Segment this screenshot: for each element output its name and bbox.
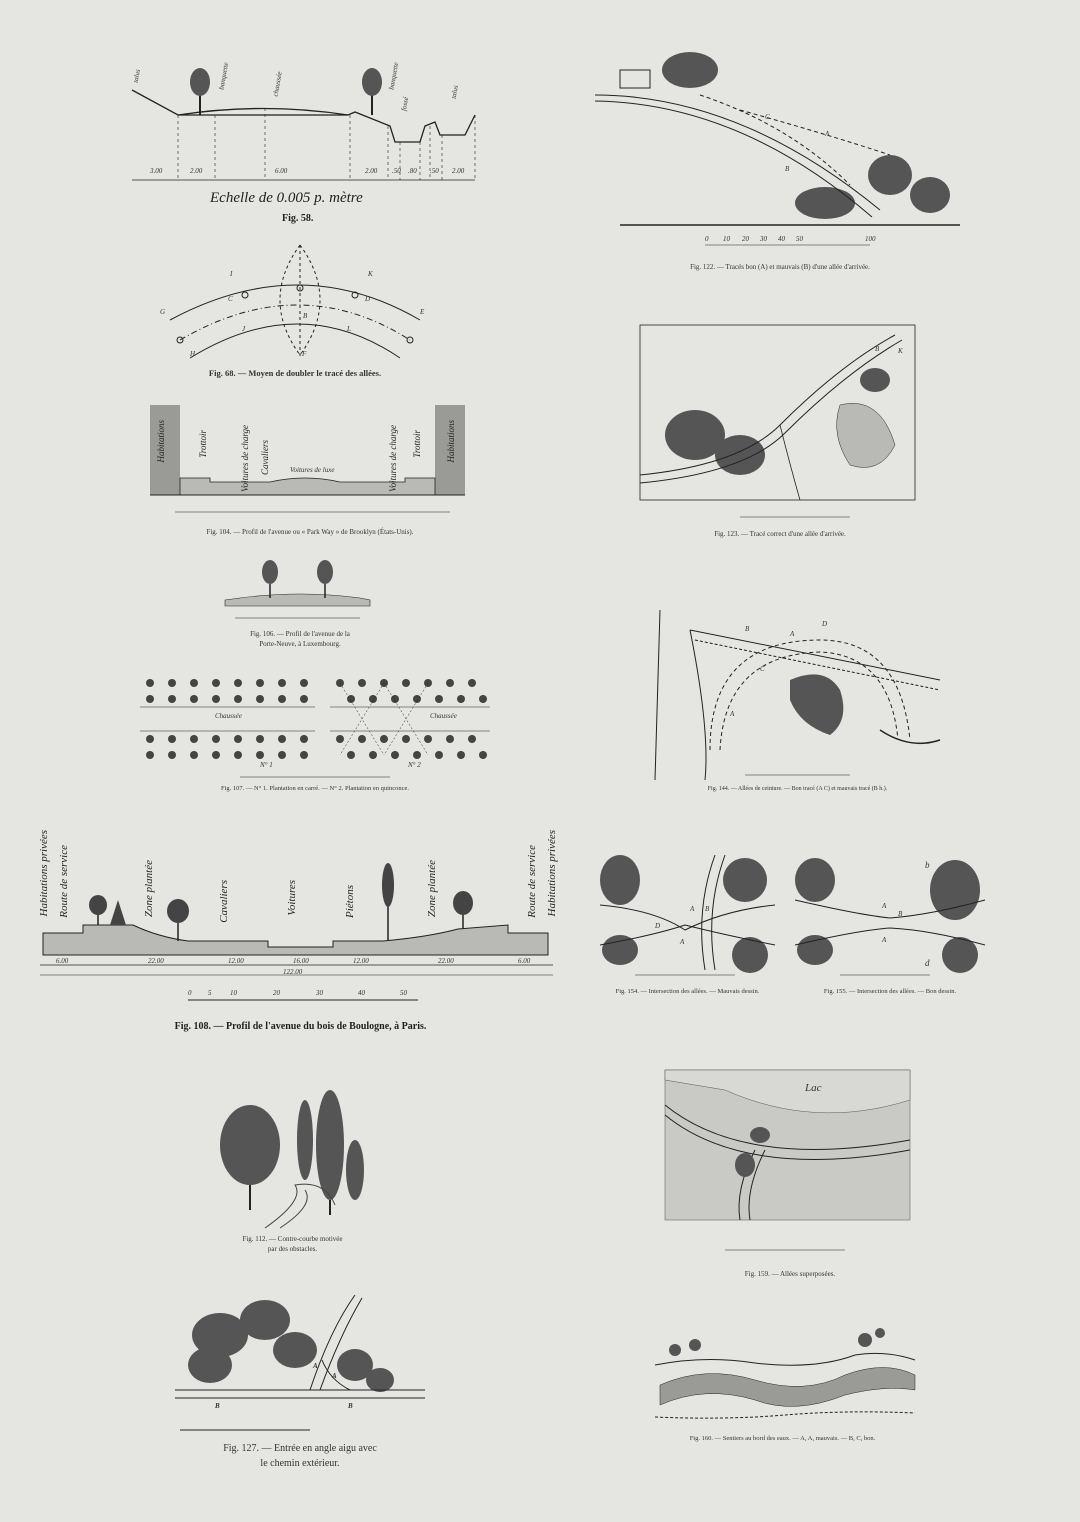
acute-entry-diagram	[170, 1280, 430, 1430]
label-no2: N° 2	[408, 761, 421, 769]
point-G: G	[160, 308, 166, 316]
point-A-top: A	[790, 630, 795, 638]
label-habitations-right: Habitations privées	[546, 830, 558, 917]
figure-108	[38, 825, 563, 1040]
figure-caption: Fig. 107. — N° 1. Plantation en carré. — N° 2. Plantation en quinconce.	[220, 785, 410, 792]
scale-30: 30	[316, 989, 323, 997]
point-A-right: A	[332, 1372, 337, 1380]
scale-5: 5	[208, 989, 212, 997]
point-A-top: A	[690, 905, 695, 913]
tree-icon	[167, 899, 189, 941]
dim-3: 12.00	[228, 957, 244, 965]
figure-caption: Fig. 122. — Tracés bon (A) et mauvais (B) d'une allée d'arrivée.	[690, 263, 870, 271]
point-C: C	[228, 295, 233, 303]
figure-107	[140, 665, 490, 800]
label-no1: N° 1	[260, 761, 273, 769]
label-pietons: Piétons	[344, 885, 356, 918]
figure-caption: Fig. 108. — Profil de l'avenue du bois de Boulogne, à Paris.	[174, 1021, 427, 1032]
tree-icon	[89, 895, 107, 925]
label-habitations-left: Habitations privées	[38, 830, 50, 917]
dim-6: .80	[408, 167, 417, 175]
scale-10: 10	[230, 989, 237, 997]
label-route-service-right: Route de service	[526, 845, 538, 918]
figure-104	[150, 400, 470, 540]
dim-7: 6.00	[518, 957, 531, 965]
label-cavaliers: Cavaliers	[260, 440, 270, 475]
point-C: C	[765, 113, 770, 121]
label-route-service-left: Route de service	[58, 845, 70, 918]
dim-3: 6.00	[275, 167, 288, 175]
point-d: d	[925, 958, 930, 968]
figure-68	[150, 240, 440, 390]
label-chaussee-left: Chaussée	[215, 712, 242, 720]
correct-arrival-path	[640, 325, 920, 525]
dim-5: .50	[392, 167, 401, 175]
belt-paths-diagram	[650, 610, 945, 780]
label-voitures-charge-right: Voitures de charge	[388, 425, 398, 492]
dim-total: 122.00	[283, 968, 303, 976]
label-chaussee-right: Chaussée	[430, 712, 457, 720]
dim-1: 3.00	[150, 167, 163, 175]
point-D: D	[822, 620, 828, 628]
label-habitations-right: Habitations	[446, 420, 456, 463]
figure-112	[205, 1090, 380, 1270]
planting-patterns	[140, 665, 490, 785]
dim-4: 2.00	[365, 167, 378, 175]
scale-40: 40	[358, 989, 365, 997]
scale-40: 40	[778, 235, 785, 243]
point-J: J	[242, 325, 246, 333]
figure-144	[650, 610, 945, 800]
point-C: C	[760, 665, 765, 673]
figure-154	[595, 850, 780, 1000]
figure-122	[590, 55, 970, 280]
point-B-right: B	[348, 1402, 353, 1410]
point-B: B	[875, 345, 880, 353]
tree-icon	[110, 900, 126, 925]
bois-de-boulogne-profile	[38, 825, 563, 1010]
scale-50: 50	[400, 989, 407, 997]
dim-2: 22.00	[148, 957, 164, 965]
point-b: b	[925, 860, 930, 870]
superimposed-paths-map	[665, 1070, 915, 1260]
figure-127	[170, 1280, 430, 1480]
scale-20: 20	[273, 989, 280, 997]
label-habitations-left: Habitations	[156, 420, 166, 463]
figure-159	[665, 1070, 915, 1285]
bad-intersection-diagram	[595, 850, 780, 980]
scale-10: 10	[723, 235, 730, 243]
label-voitures-charge-left: Voitures de charge	[240, 425, 250, 492]
waterside-paths-map	[645, 1325, 920, 1425]
label-banquette-right: banquette	[387, 61, 401, 91]
scale-20: 20	[742, 235, 749, 243]
tree-icon	[382, 863, 394, 941]
scale-0: 0	[188, 989, 192, 997]
tree-icon	[453, 891, 473, 929]
figure-123	[640, 325, 920, 545]
point-B: B	[745, 625, 750, 633]
dim-7: .50	[430, 167, 439, 175]
park-way-profile	[150, 400, 470, 520]
figure-caption: Fig. 144. — Allées de ceinture. — Bon tracé (A C) et mauvais tracé (B h.).	[707, 786, 888, 792]
label-trottoir-left: Trottoir	[198, 430, 208, 458]
scale-text: Echelle de 0.005 p. mètre	[210, 190, 363, 206]
figure-caption: Fig. 58.	[282, 213, 314, 224]
figure-155	[790, 850, 990, 1000]
label-talus-left: talus	[131, 68, 142, 84]
point-A-left: A	[313, 1362, 318, 1370]
point-D: D	[365, 295, 371, 303]
figure-106	[220, 550, 380, 650]
dim-1: 6.00	[56, 957, 69, 965]
point-A-left: A	[730, 710, 735, 718]
dim-4: 16.00	[293, 957, 309, 965]
label-voitures: Voitures	[286, 880, 298, 916]
figure-caption: Fig. 68. — Moyen de doubler le tracé des allées.	[208, 368, 382, 378]
dim-5: 12.00	[353, 957, 369, 965]
figure-caption-line1: Fig. 127. — Entrée en angle aigu avec	[223, 1443, 377, 1454]
dim-6: 22.00	[438, 957, 454, 965]
label-talus-right: talus	[449, 84, 460, 100]
figure-caption: Fig. 159. — Allées superposées.	[744, 1270, 836, 1278]
arrival-path-diagram	[590, 55, 970, 255]
point-B: B	[303, 312, 308, 320]
figure-caption-line1: Fig. 106. — Profil de l'avenue de la	[250, 630, 350, 638]
figure-58	[130, 60, 490, 240]
label-trottoir-right: Trottoir	[412, 430, 422, 458]
good-intersection-diagram	[790, 850, 990, 980]
point-B: B	[705, 905, 710, 913]
double-curve-diagram	[150, 240, 440, 360]
point-B: B	[785, 165, 790, 173]
label-voitures-luxe: Voitures de luxe	[290, 466, 335, 474]
figure-caption: Fig. 160. — Sentiers au bord des eaux. — A, A, mauvais. — B, C, bon.	[689, 1435, 876, 1442]
label-banquette-left: banquette	[217, 61, 231, 91]
scale-30: 30	[760, 235, 767, 243]
dim-8: 2.00	[452, 167, 465, 175]
point-I: I	[230, 270, 233, 278]
figure-caption: Fig. 154. — Intersection des allées. — Mauvais dessin.	[615, 988, 760, 995]
point-L: L	[347, 325, 351, 333]
tree-icon	[362, 68, 382, 115]
figure-caption: Fig. 155. — Intersection des allées. — Bon dessin.	[823, 988, 957, 995]
label-fosse: fossé	[399, 96, 411, 112]
point-A-top: A	[882, 902, 887, 910]
point-A-bottom: A	[882, 936, 887, 944]
label-cavaliers: Cavaliers	[218, 880, 230, 923]
label-zone-plantee-left: Zone plantée	[143, 860, 155, 918]
point-K: K	[898, 347, 903, 355]
point-F: F	[302, 350, 307, 358]
dim-2: 2.00	[190, 167, 203, 175]
figure-caption: Fig. 104. — Profil de l'avenue ou « Park Way » de Brooklyn (États-Unis).	[206, 528, 414, 536]
figure-160	[645, 1325, 920, 1455]
scale-50: 50	[796, 235, 803, 243]
label-chaussee: chaussée	[271, 70, 284, 98]
porte-neuve-profile	[220, 550, 380, 620]
lake-label: Lac	[805, 1082, 822, 1094]
figure-caption: Fig. 123. — Tracé correct d'une allée d'arrivée.	[714, 530, 846, 538]
tree-icon	[190, 68, 210, 115]
point-E: E	[420, 308, 425, 316]
figure-caption-line2: par des obstacles.	[267, 1245, 318, 1253]
scale-100: 100	[865, 235, 876, 243]
figure-caption-line1: Fig. 112. — Contre-courbe motivée	[242, 1235, 343, 1243]
figure-caption-line2: Porte-Neuve, à Luxembourg.	[259, 640, 341, 648]
point-A: A	[825, 130, 830, 138]
point-K: K	[368, 270, 373, 278]
figure-caption-line2: le chemin extérieur.	[260, 1458, 340, 1469]
point-D: D	[655, 922, 661, 930]
point-B-left: B	[215, 1402, 220, 1410]
scale-0: 0	[705, 235, 709, 243]
point-B: B	[898, 910, 903, 918]
point-A-bottom: A	[680, 938, 685, 946]
point-H: H	[190, 350, 196, 358]
label-zone-plantee-right: Zone plantée	[426, 860, 438, 918]
counter-curve-illustration	[205, 1090, 380, 1230]
